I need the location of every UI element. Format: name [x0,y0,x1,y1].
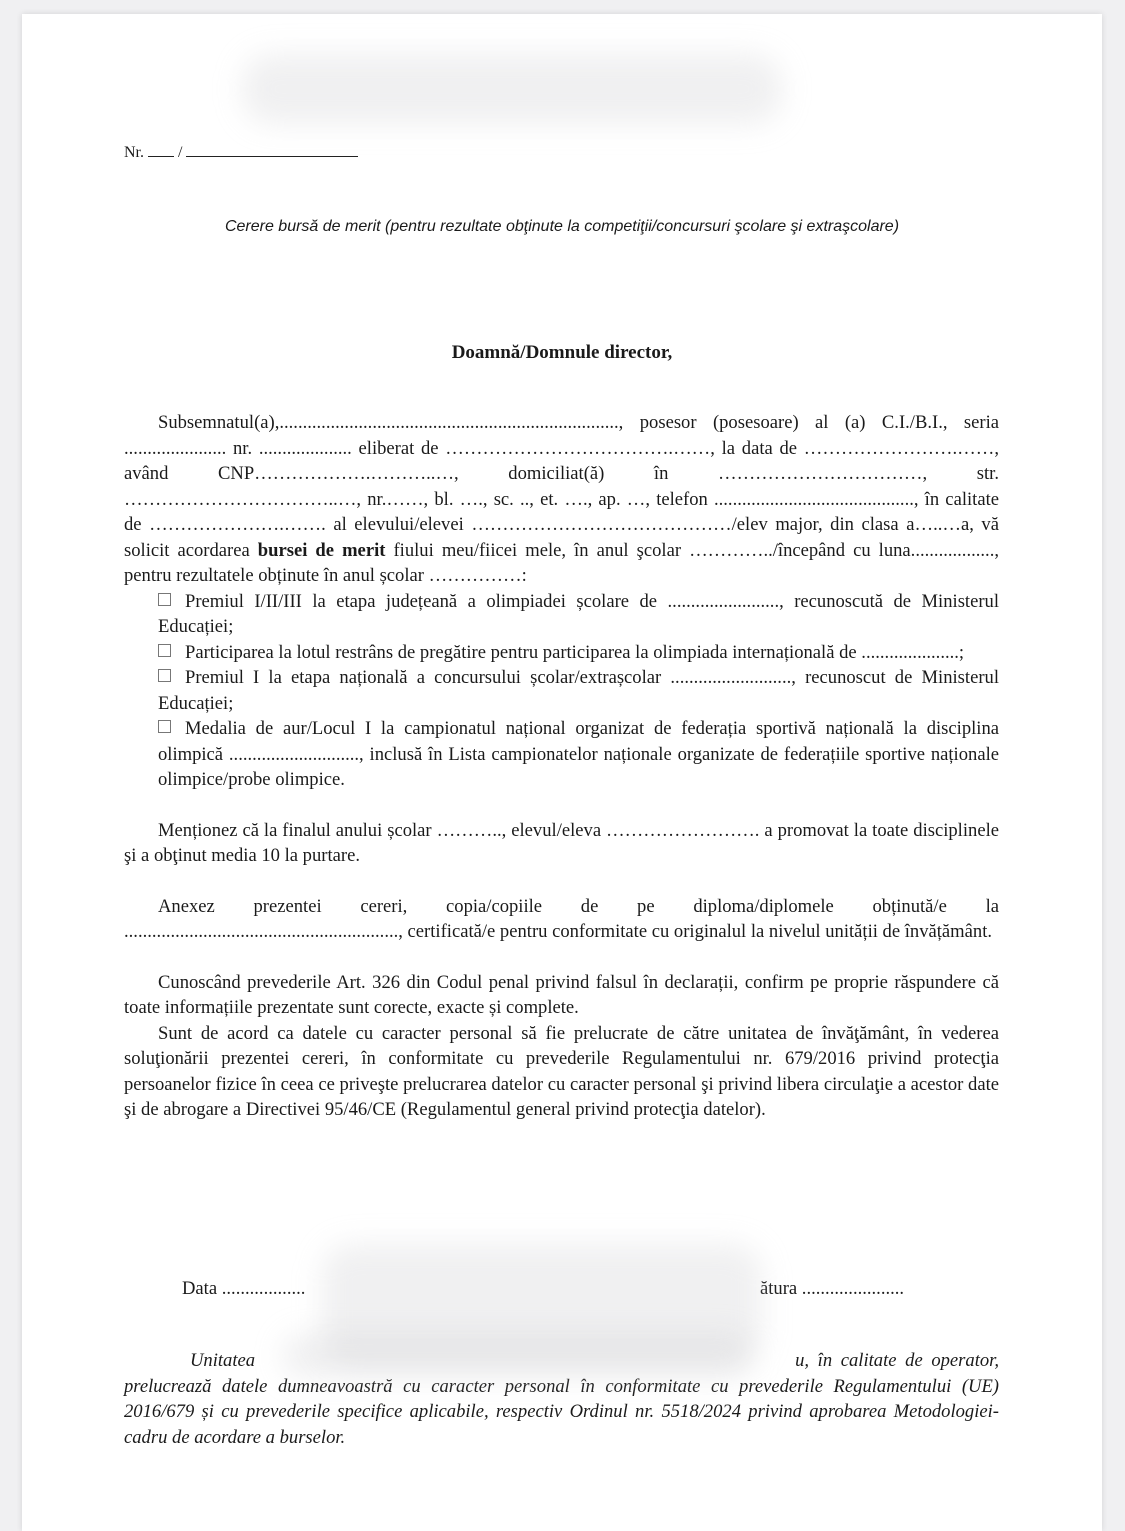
gdpr-consent-paragraph: Sunt de acord ca datele cu caracter personal să fie prelucrate de către unitatea de învăţământ, în vederea soluţionării prezentei cereri, în conformitate cu prevederile Regulamentului nr. 679/2016 privind protecţia persoanelor fizice în ceea ce priveşte prelucrarea datelor cu caracter personal şi privind libera circulaţie a acestor date şi de abrogare a Directivei 95/46/CE (Regulamentul general privind protecţia datelor). [124,1022,999,1120]
option-2: Participarea la lotul restrâns de pregătire pentru participarea la olimpiada internațională de .....................; [124,640,999,666]
declaration-paragraph: Cunoscând prevederile Art. 326 din Codul penal privind falsul în declarații, confirm pe proprie răspundere că toate informațiile prezentate sunt corecte, exacte și complete. [124,971,999,1018]
signature-field: ătura ...................... [760,1278,905,1299]
applicant-paragraph: Subsemnatul(a),........................................................................., posesor (posesoare) al (a) C.I./B.I., seria ...................... nr. .................... eliberat de ……………………………….……, la data de …………………….……, având CNP……………….………..…, domiciliat(ă) în ……………………………, str. ……………………………..…, nr.……, bl. …., sc. .., et. …., ap. …, telefon ..........................................., în calitate de ………………….……. al elevului/elevei ……………………………………/elev major, din clasa a…..…a, vă solicit acordarea bursei de merit fiului meu/fiicei mele, în anul şcolar …………../începând cu luna.................., pentru rezultatele obținute în anul școlar ……………: [124,412,999,586]
salutation: Doamnă/Domnule director, [451,342,673,363]
option-4: Medalia de aur/Locul I la campionatul național organizat de federația sportivă națională la disciplina olimpică ............................, inclusă în Lista campionatelor naționale organizate de federațiile sportive naționale olimpice/probe olimpice. [158,718,999,790]
option-1: Premiul I/II/III la etapa județeană a olimpiadei școlare de ........................, recunoscută de Ministerul Educației; [158,590,999,637]
redacted-header [242,54,782,124]
annex-paragraph: Anexez prezentei cereri, copia/copiile de pe diploma/diplomele obținută/e la ..........................................................., certificată/e pentru conformitate cu originalul la nivelul unității de învățământ. [124,895,999,942]
checkbox[interactable] [158,593,171,606]
date-field: Data .................. [182,1278,306,1299]
nr-label: Nr. [124,144,144,161]
registration-number [124,142,358,162]
option-3: Premiul I la etapa națională a concursului școlar/extrașcolar .........................., recunoscut de Ministerul Educației; [158,667,999,714]
promotion-paragraph: Menționez că la finalul anului școlar ……….., elevul/eleva ……………………. a promovat la toate disciplinele şi a obţinut media 10 la purtare. [124,819,999,866]
redacted-institution-name [282,1334,752,1378]
data-processing-notice: Unitatea u, în calitate de operator, prelucrează datele dumneavoastră cu caracter personal în conformitate cu prevederile Regulamentului (UE) 2016/679 și cu prevederile specifice aplicabile, respectiv Ordinul nr. 5518/2024 privind aprobarea Metodologiei-cadru de acordare a burselor. [124,1350,999,1448]
request-body [124,410,999,1123]
checkbox[interactable] [158,720,171,733]
document-page [22,14,1102,1531]
nr-separator: / [178,144,183,161]
checkbox[interactable] [158,669,171,682]
checkbox[interactable] [158,644,171,657]
request-title: Cerere bursă de merit (pentru rezultate obţinute la competiţii/concursuri şcolare şi extraşcolare) [224,218,900,235]
